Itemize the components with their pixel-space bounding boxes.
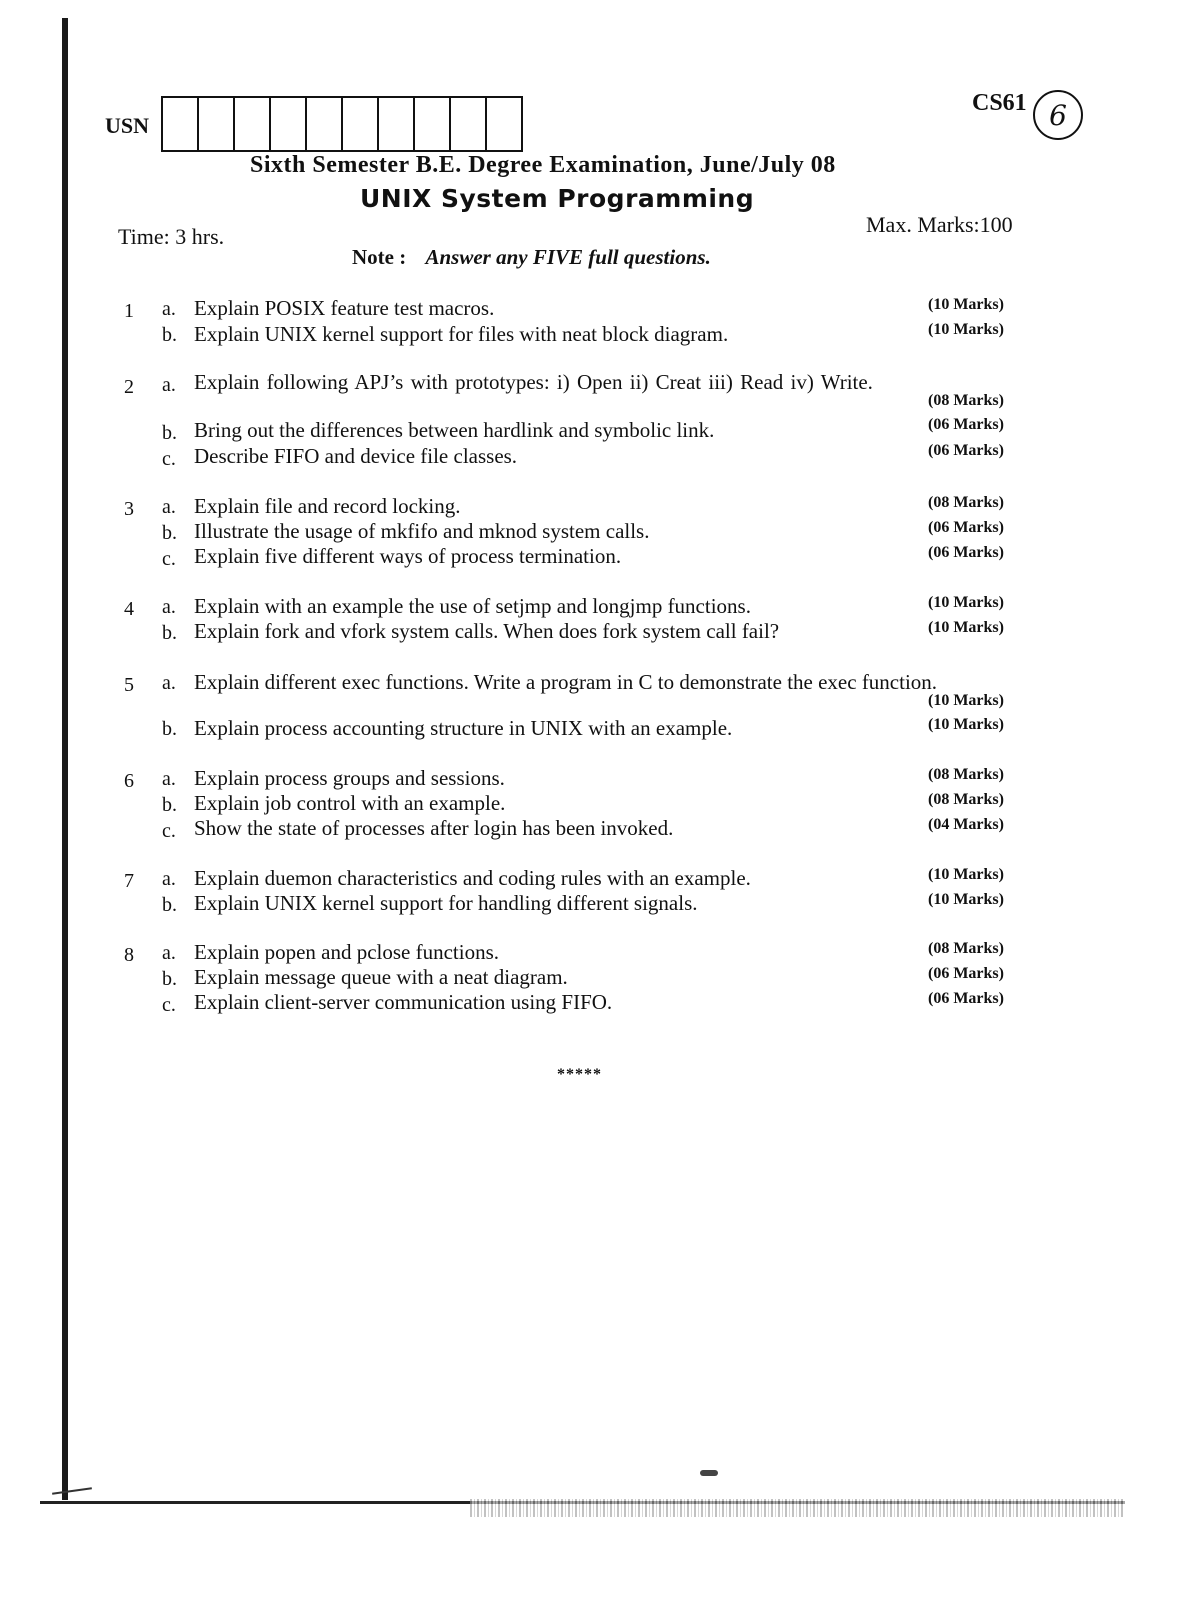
paper-code: CS61 — [972, 90, 1027, 116]
usn-box[interactable] — [271, 98, 307, 150]
question-text: Explain process groups and sessions. — [194, 766, 505, 790]
usn-box[interactable] — [415, 98, 451, 150]
usn-box[interactable] — [199, 98, 235, 150]
part-letter: a. — [162, 298, 176, 320]
question-number: 4 — [124, 598, 134, 620]
question-text: Explain client-server communication using FIFO. — [194, 990, 613, 1014]
question-text: Explain with an example the use of setjmp and longjmp functions. — [194, 594, 751, 618]
note-text: Answer any FIVE full questions. — [425, 245, 711, 269]
marks-label: (10 Marks) — [928, 866, 1004, 883]
usn-box[interactable] — [343, 98, 379, 150]
exam-title: Sixth Semester B.E. Degree Examination, June/July 08 — [250, 152, 836, 178]
usn-box[interactable] — [379, 98, 415, 150]
part-letter: b. — [162, 622, 177, 644]
part-letter: b. — [162, 422, 177, 444]
part-letter: a. — [162, 596, 176, 618]
paper-code-circled-number: 6 — [1033, 90, 1083, 140]
part-letter: c. — [162, 448, 176, 470]
question-number: 2 — [124, 376, 134, 398]
marks-label: (08 Marks) — [928, 494, 1004, 511]
question-text: Explain popen and pclose functions. — [194, 940, 500, 964]
marks-label: (10 Marks) — [928, 619, 1004, 636]
part-letter: b. — [162, 718, 177, 740]
question-number: 6 — [124, 770, 134, 792]
usn-label: USN — [105, 113, 150, 138]
marks-label: (10 Marks) — [928, 891, 1004, 908]
question-text: Explain POSIX feature test macros. — [194, 296, 495, 320]
marks-label: (10 Marks) — [928, 692, 1004, 709]
question-number: 5 — [124, 674, 134, 696]
question-text: Explain UNIX kernel support for files with neat block diagram. — [194, 322, 729, 346]
marks-label: (08 Marks) — [928, 392, 1004, 409]
subject-title: UNIX System Programming — [360, 184, 755, 213]
marks-label: (06 Marks) — [928, 544, 1004, 561]
question-text: Describe FIFO and device file classes. — [194, 444, 518, 468]
question-number: 8 — [124, 944, 134, 966]
marks-label: (10 Marks) — [928, 321, 1004, 338]
part-letter: a. — [162, 868, 176, 890]
part-letter: a. — [162, 768, 176, 790]
note-label: Note : — [352, 245, 407, 269]
question-text: Explain duemon characteristics and coding rules with an example. — [194, 866, 751, 890]
marks-label: (06 Marks) — [928, 990, 1004, 1007]
part-letter: a. — [162, 942, 176, 964]
part-letter: c. — [162, 548, 176, 570]
marks-label: (08 Marks) — [928, 940, 1004, 957]
part-letter: c. — [162, 994, 176, 1016]
question-text: Illustrate the usage of mkfifo and mknod system calls. — [194, 519, 650, 543]
max-marks: Max. Marks:100 — [866, 212, 1013, 237]
marks-label: (10 Marks) — [928, 296, 1004, 313]
usn-box[interactable] — [235, 98, 271, 150]
marks-label: (06 Marks) — [928, 519, 1004, 536]
left-margin-bar — [62, 18, 68, 1500]
marks-label: (06 Marks) — [928, 965, 1004, 982]
end-of-paper-mark: ***** — [557, 1066, 602, 1083]
part-letter: a. — [162, 496, 176, 518]
marks-label: (08 Marks) — [928, 766, 1004, 783]
question-text: Explain fork and vfork system calls. When does fork system call fail? — [194, 619, 780, 643]
usn-box[interactable] — [307, 98, 343, 150]
question-text: Explain five different ways of process termination. — [194, 544, 622, 568]
usn-box[interactable] — [451, 98, 487, 150]
part-letter: b. — [162, 794, 177, 816]
question-text: Explain file and record locking. — [194, 494, 461, 518]
usn-box[interactable] — [487, 98, 521, 150]
question-text: Explain job control with an example. — [194, 791, 506, 815]
part-letter: b. — [162, 968, 177, 990]
question-number: 1 — [124, 300, 134, 322]
question-text: Explain message queue with a neat diagram. — [194, 965, 568, 989]
question-number: 7 — [124, 870, 134, 892]
part-letter: b. — [162, 324, 177, 346]
question-text: Show the state of processes after login has been invoked. — [194, 816, 674, 840]
time-allowed: Time: 3 hrs. — [118, 224, 225, 249]
question-text: Explain following APJ’s with prototypes: i) Open ii) Creat iii) Read iv) Write. — [194, 370, 873, 394]
question-text: Bring out the differences between hardlink and symbolic link. — [194, 418, 715, 442]
question-text: Explain process accounting structure in UNIX with an example. — [194, 716, 733, 740]
marks-label: (06 Marks) — [928, 416, 1004, 433]
marks-label: (04 Marks) — [928, 816, 1004, 833]
part-letter: b. — [162, 522, 177, 544]
usn-boxes[interactable] — [161, 96, 523, 152]
marks-label: (06 Marks) — [928, 442, 1004, 459]
marks-label: (10 Marks) — [928, 594, 1004, 611]
scan-mark — [52, 1487, 92, 1495]
marks-label: (10 Marks) — [928, 716, 1004, 733]
part-letter: a. — [162, 672, 176, 694]
question-text: Explain UNIX kernel support for handling different signals. — [194, 891, 698, 915]
part-letter: a. — [162, 374, 176, 396]
part-letter: c. — [162, 820, 176, 842]
marks-label: (08 Marks) — [928, 791, 1004, 808]
scan-noise — [470, 1499, 1125, 1517]
usn-box[interactable] — [163, 98, 199, 150]
question-text: Explain different exec functions. Write a program in C to demonstrate the exec function. — [194, 670, 938, 694]
scan-smudge — [700, 1470, 718, 1476]
instructions-note — [352, 245, 711, 270]
part-letter: b. — [162, 894, 177, 916]
question-number: 3 — [124, 498, 134, 520]
